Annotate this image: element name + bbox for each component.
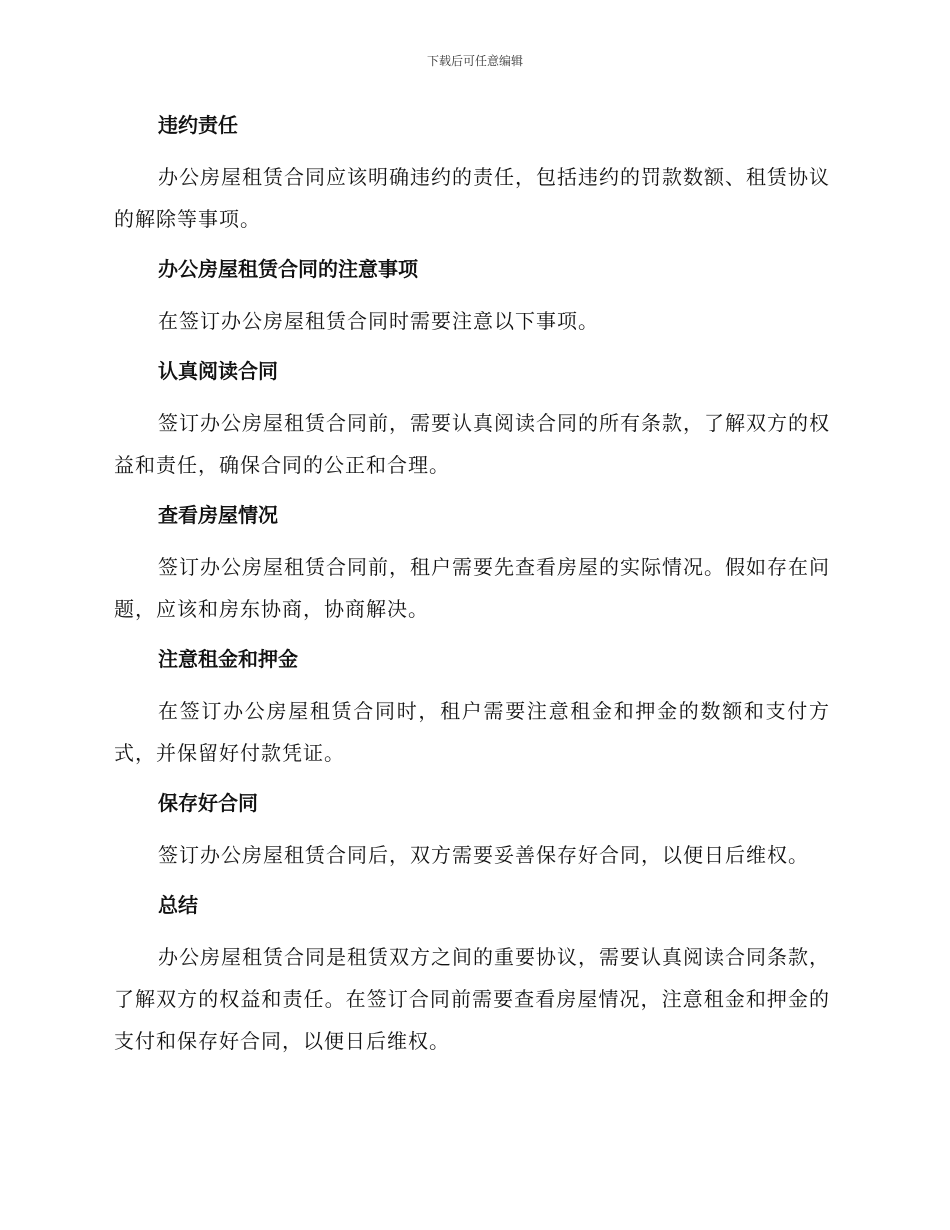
page-header-note: 下载后可任意编辑 [426, 54, 523, 68]
paragraph-rent-deposit: 在签订办公房屋租赁合同时，租户需要注意租金和押金的数额和支付方式，并保留好付款凭证。 [114, 699, 830, 765]
section-heading-rent-deposit: 注意租金和押金 [158, 647, 298, 671]
section-heading-keep-contract: 保存好合同 [158, 791, 258, 815]
paragraph-inspect-property: 签订办公房屋租赁合同前，租户需要先查看房屋的实际情况。假如存在问题，应该和房东协商，协商解决。 [114, 555, 830, 621]
section-heading-summary: 总结 [158, 893, 198, 917]
spacer [114, 676, 830, 690]
spacer [114, 240, 830, 252]
spacer [114, 286, 830, 300]
section-heading-read-contract: 认真阅读合同 [158, 359, 278, 383]
spacer [114, 388, 830, 402]
paragraph-precautions: 在签订办公房屋租赁合同时需要注意以下事项。 [158, 309, 599, 333]
spacer [114, 486, 830, 498]
spacer [114, 876, 830, 888]
paragraph-read-contract: 签订办公房屋租赁合同前，需要认真阅读合同的所有条款，了解双方的权益和责任，确保合同的公正和合理。 [114, 411, 830, 477]
section-heading-precautions: 办公房屋租赁合同的注意事项 [158, 257, 418, 281]
document-body [114, 108, 830, 1062]
section-heading-breach-liability: 违约责任 [158, 113, 238, 137]
spacer [114, 774, 830, 786]
spacer [114, 820, 830, 834]
section-heading-inspect-property: 查看房屋情况 [158, 503, 278, 527]
spacer [114, 142, 830, 156]
paragraph-keep-contract: 签订办公房屋租赁合同后，双方需要妥善保存好合同，以便日后维权。 [158, 843, 809, 867]
paragraph-breach-liability: 办公房屋租赁合同应该明确违约的责任，包括违约的罚款数额、租赁协议的解除等事项。 [114, 165, 830, 231]
spacer [114, 532, 830, 546]
spacer [114, 342, 830, 354]
spacer [114, 922, 830, 936]
paragraph-summary: 办公房屋租赁合同是租赁双方之间的重要协议，需要认真阅读合同条款，了解双方的权益和责任。在签订合同前需要查看房屋情况，注意租金和押金的支付和保存好合同，以便日后维权。 [114, 945, 830, 1053]
spacer [114, 630, 830, 642]
